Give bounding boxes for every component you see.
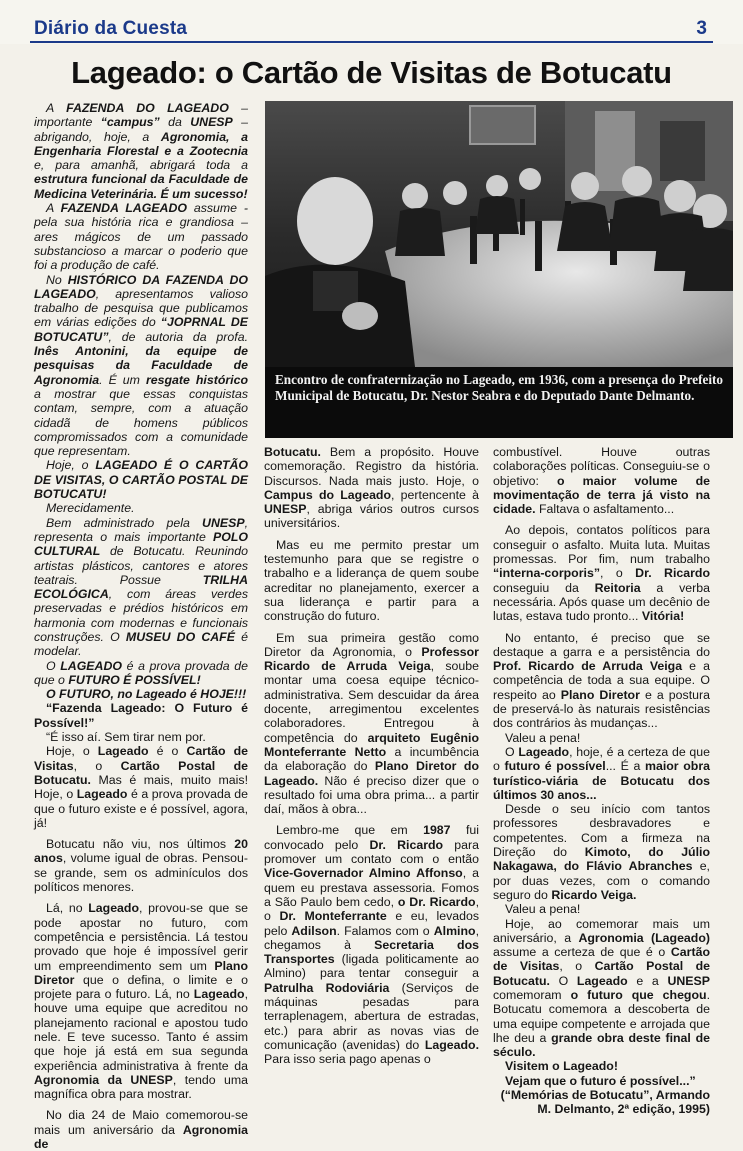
col1-paragraph-8: O FUTURO, no Lageado é HOJE!!! [46,687,247,702]
col3-paragraph-1: combustível. Houve outras colaborações políticas. Conseguiu-se o objetivo: o maior volume de movimentação de terra já visto na cidade. Faltava o asfaltamento... [493,445,710,517]
col2-paragraph-3: Em sua primeira gestão como Diretor da Agronomia, o Professor Ricardo de Arruda Veiga, soube montar uma coesa equipe técnico-administrativa. Sem descuidar da área docente, arregimentou excelentes colaboradores. Entregou à competência do arquiteto Eugênio Monteferrante Netto a incumbência da elaboração do Plano Diretor do Lageado. Não é preciso dizer que o resultado foi uma obra prima... a partir daí, mãos à obra... [264,630,479,817]
col1-paragraph-7: O LAGEADO é a prova provada de que o FUTURO É POSSÍVEL! [34,658,249,687]
col3-paragraph-5: O Lageado, hoje, é a certeza de que o futuro é possível... É a maior obra turístico-viária de Botucatu dos últimos 30 anos... [493,744,711,802]
newspaper-name: Diário da Cuesta [34,18,188,39]
col1-paragraph-13: Lá, no Lageado, provou-se que se pode apostar no futuro, com competência e persistência. Lá testou provado que hoje é impossível gerir um empreendimento sem um Plano Diretor que o defina, o limite e o projete para o futuro. Lá, no Lageado, houve uma equipe que acreditou no planejamento racional e apostou tudo nele. E teve sucesso. Tanto é assim que hoje já está em sua segunda experiência administrativa à frente da Agronomia da UNESP, tendo uma magnífica obra para mostrar. [34,901,248,1102]
banquet-photo-illustration [265,101,733,367]
col3-paragraph-9: Visitem o Lageado! [505,1059,618,1074]
col3-paragraph-8: Hoje, ao comemorar mais um aniversário, a Agronomia (Lageado) assume a certeza de que é o Cartão de Visitas, o Cartão Postal de Botucatu. O Lageado e a UNESP comemoram o futuro que chegou. Botucatu comemora a descoberta de uma equipe competente e arrojada que lhe deu a grande obra deste final de século. [493,916,711,1060]
col1-paragraph-11: Hoje, o Lageado é o Cartão de Visitas, o Cartão Postal de Botucatu. Mas é mais, muito mais! Hoje, o Lageado é a prova provada de que o futuro existe e é possível, agora, já! [34,744,249,830]
masthead-rule [30,41,713,43]
col1-paragraph-4: Hoje, o LAGEADO É O CARTÃO DE VISITAS, O CARTÃO POSTAL DE BOTUCATU! [34,458,248,502]
col2-paragraph-1: Botucatu. Bem a propósito. Houve comemoração. Registro da história. Discursos. Nada mais justo. Hoje, o Campus do Lageado, pertencente à UNESP, abriga vários outros cursos universitários. [264,445,479,531]
col1-paragraph-12: Botucatu não viu, nos últimos 20 anos, volume igual de obras. Pensou-se grande, sem os adminículos dos políticos menores. [34,837,248,895]
article-headline: Lageado: o Cartão de Visitas de Botucatu [71,55,672,90]
col3-paragraph-7: Valeu a pena! [505,902,581,917]
photo-caption: Encontro de confraternização no Lageado, em 1936, com a presença do Prefeito Municipal de Botucatu, Dr. Nestor Seabra e do Deputado Dante Delmanto. [265,367,733,438]
col3-paragraph-6: Desde o seu início com tantos professores desbravadores e competentes. Com a firmeza na Direção do Kimoto, do Júlio Nakagawa, do Flávio Abranches e, por duas vezes, com o comando seguro do Ricardo Veiga. [493,802,710,902]
col3-paragraph-2: Ao depois, contatos políticos para conseguir o asfalto. Muita luta. Muitas promessas. Por fim, num trabalho “interna-corporis”, o Dr. Ricardo conseguiu da Reitoria a verba necessária. Após quase um decênio de lutas, estava tudo pronto... Vitória! [493,523,711,624]
col2-paragraph-2: Mas eu me permito prestar um testemunho para que se registre o trabalho e a liderança de quem soube acreditar no planejamento, exercer a sua liderança e partir para a construção do futuro. [264,537,479,624]
historic-photo [265,101,733,438]
masthead [0,0,743,44]
page-number: 3 [696,18,707,39]
col3-paragraph-10: Vejam que o futuro é possível...” [505,1073,696,1088]
article-column-2 [264,445,479,1066]
col1-paragraph-10: “É isso aí. Sem tirar nem por. [46,730,206,745]
article-column-3 [493,445,710,1117]
col3-paragraph-4: Valeu a pena! [505,730,581,745]
col1-paragraph-2: A FAZENDA LAGEADO assume - pela sua história rica e grandiosa – ares mágicos de um passado substancioso a marcar o poderio que foi a produção de café. [34,201,248,273]
col3-source-citation: (“Memórias de Botucatu”, Armando M. Delmanto, 2ª edição, 1995) [500,1088,710,1117]
col1-paragraph-1: A FAZENDA DO LAGEADO – importante “campus” da UNESP – abrigando, hoje, a Agronomia, a Engenharia Florestal e a Zootecnia e, para amanhã, abrigará toda a estrutura funcional da Faculdade de Medicina Veterinária. É um sucesso! [34,101,249,201]
col1-paragraph-3: No HISTÓRICO DA FAZENDA DO LAGEADO, apresentamos valioso trabalho de pesquisa que publicamos em várias edições do “JOPRNAL DE BOTUCATU”, de autoria da profa. Inês Antonini, da equipe de pesquisas da Faculdade de Agronomia. É um resgate histórico a mostrar que essas conquistas contam, sempre, com a atuação cidadã de homens públicos compromissados com a comunidade que representam. [34,272,249,459]
col3-paragraph-3: No entanto, é preciso que se destaque a garra e a persistência do Prof. Ricardo de Arruda Veiga e a competência de toda a sua equipe. O respeito ao Plano Diretor e a postura de preservá-lo às naturais resistências dos contrários às mudanças... [493,630,710,731]
col1-paragraph-5: Merecidamente. [46,501,135,516]
col2-paragraph-4: Lembro-me que em 1987 fui convocado pelo Dr. Ricardo para promover um contato com o então Vice-Governador Almino Affonso, a quem eu prestava assessoria. Fomos a São Paulo bem cedo, o Dr. Ricardo, o Dr. Monteferrante e eu, levados pelo Adilson. Falamos com o Almino, chegamos à Secretaria dos Transportes (ligada politicamente ao Almino) para tentar conseguir a Patrulha Rodoviária (Serviços de máquinas pesadas para terraplenagem, abertura de estradas, etc.) para abrir as novas vias de comunicação (avenidas) do Lageado. Para isso seria pago apenas o [264,823,480,1067]
article-column-1 [34,101,248,1151]
col1-paragraph-6: Bem administrado pela UNESP, representa o mais importante POLO CULTURAL de Botucatu. Reunindo artistas plásticos, cantores e atores teatrais. Possue TRILHA ECOLÓGICA, com áreas verdes preservadas e prédios históricos em harmonia com modernas e funcionais construções. O MUSEU DO CAFÉ é modelar. [34,515,248,659]
col1-paragraph-9: “Fazenda Lageado: O Futuro é Possível!” [34,701,248,730]
col1-paragraph-14: No dia 24 de Maio comemorou-se mais um aniversário da Agronomia de [34,1108,248,1151]
